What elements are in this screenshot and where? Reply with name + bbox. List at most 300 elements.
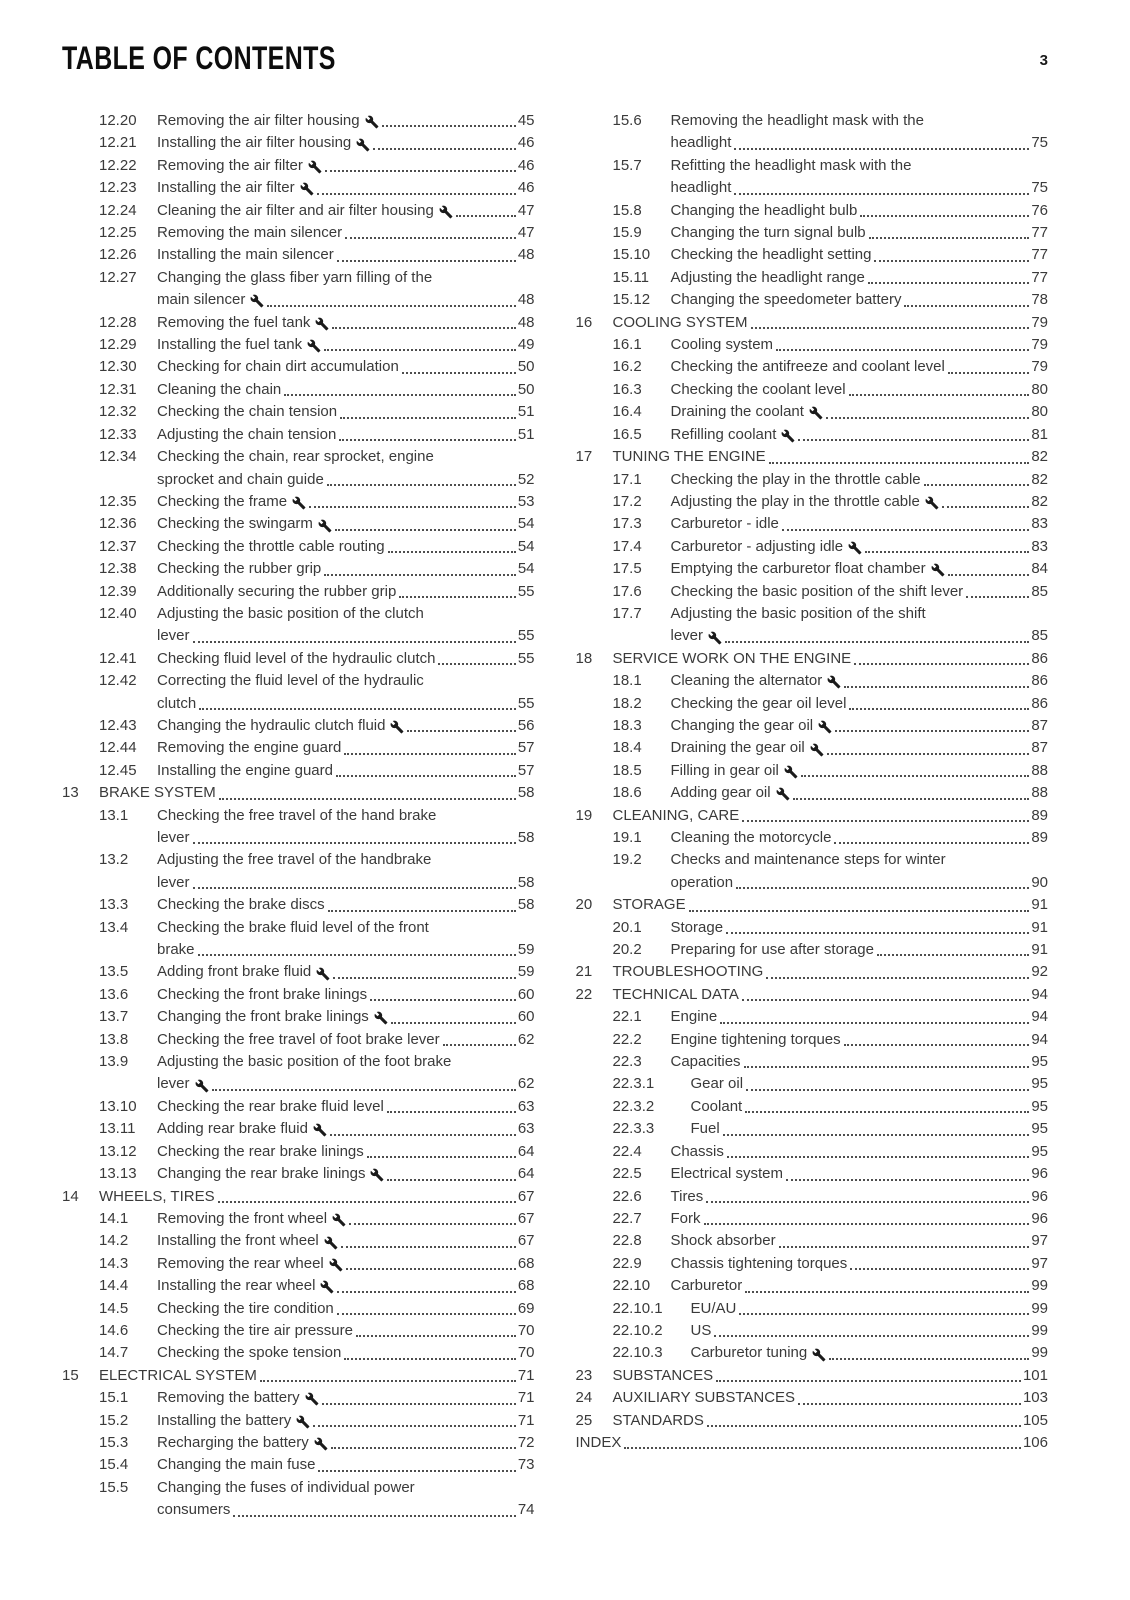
toc-entry-page: 62 (517, 1030, 535, 1048)
dotted-leader (367, 1156, 516, 1158)
toc-entry-number: 19.1 (612, 829, 642, 846)
toc-entry-title: Checking the basic position of the shift lever (670, 582, 964, 600)
toc-entry-title: Refitting the headlight mask with the (670, 156, 912, 174)
toc-entry-body (671, 581, 1049, 603)
toc-entry (62, 894, 535, 916)
dotted-leader (337, 1291, 515, 1293)
toc-entry-page: 95 (1031, 1075, 1048, 1093)
toc-entry-body (157, 1096, 535, 1118)
toc-entry-number: 22.6 (612, 1187, 642, 1205)
toc-entry-number: 13.4 (99, 918, 129, 936)
toc-entry-body (613, 894, 1049, 916)
toc-entry (62, 177, 535, 199)
toc-entry-number: 16.2 (612, 358, 642, 376)
toc-column-right (576, 110, 1049, 1522)
toc-entry-page: 99 (1031, 1344, 1048, 1362)
toc-entry-number: 13.2 (99, 851, 129, 869)
dotted-leader (776, 349, 1029, 351)
wrench-icon (313, 1123, 327, 1137)
toc-entry-lastline (157, 401, 535, 423)
dotted-leader (865, 551, 1029, 553)
toc-entry-title: Checking the chain tension (157, 403, 338, 421)
toc-entry-page: 51 (517, 403, 535, 421)
toc-entry-page: 48 (517, 291, 535, 309)
toc-entry-page: 86 (1031, 649, 1048, 667)
toc-entry-body (157, 670, 535, 715)
toc-entry (62, 984, 535, 1006)
wrench-icon (314, 1437, 328, 1451)
toc-entry-title: Checking the swingarm (157, 515, 313, 533)
toc-entry-title: Checking fluid level of the hydraulic clutch (157, 649, 436, 667)
toc-entry-title: headlight (670, 134, 732, 152)
dotted-leader (341, 1246, 516, 1248)
toc-entry-page: 94 (1031, 985, 1048, 1003)
toc-entry-page: 48 (517, 246, 535, 264)
dotted-leader (387, 1179, 515, 1181)
toc-entry-title: Draining the gear oil (670, 739, 805, 757)
toc-entry-page: 71 (517, 1366, 535, 1384)
toc-entry-lastline (99, 782, 535, 804)
dotted-leader (716, 1380, 1021, 1382)
toc-entry-page: 50 (517, 380, 535, 398)
toc-entry-body (157, 961, 535, 983)
toc-entry-lastline (157, 961, 535, 983)
toc-entry-lastline (671, 1006, 1049, 1028)
toc-entry-page: 63 (517, 1097, 535, 1115)
toc-entry-number: 22.8 (612, 1232, 642, 1250)
toc-entry-page: 70 (517, 1344, 535, 1362)
toc-entry-title: Changing the speedometer battery (670, 291, 902, 309)
toc-entry-page: 63 (517, 1120, 535, 1138)
toc-entry-number: 15.12 (612, 291, 651, 309)
toc-entry-title: Installing the main silencer (157, 246, 334, 264)
toc-entry-page: 71 (517, 1411, 535, 1429)
toc-entry-page: 59 (517, 941, 535, 959)
dotted-leader (745, 1111, 1029, 1113)
dotted-leader (438, 663, 515, 665)
toc-entry (576, 737, 1049, 759)
toc-entry-lastline (613, 648, 1049, 670)
toc-entry-title: Installing the engine guard (157, 761, 333, 779)
toc-entry-number: 22.4 (612, 1142, 642, 1160)
toc-entry (576, 1073, 1049, 1095)
toc-entry-title: Additionally securing the rubber grip (157, 582, 397, 600)
toc-entry-page: 94 (1031, 1030, 1048, 1048)
toc-entry (576, 1029, 1049, 1051)
toc-columns (62, 110, 1048, 1522)
toc-entry-lastline (671, 939, 1049, 961)
toc-entry-lastline (613, 805, 1049, 827)
wrench-icon (925, 496, 939, 510)
toc-entry-body (157, 603, 535, 648)
wrench-icon (356, 138, 370, 152)
toc-entry-body (157, 1454, 535, 1476)
toc-entry-title: Adjusting the basic position of the clutch (157, 604, 424, 622)
toc-entry-page: 45 (517, 112, 535, 129)
wrench-icon (365, 115, 379, 129)
toc-entry (576, 1387, 1049, 1409)
toc-entry-title: Checking the frame (157, 492, 288, 510)
toc-entry-page: 92 (1031, 963, 1048, 981)
dotted-leader (745, 1291, 1029, 1293)
toc-entry-lastline (671, 469, 1049, 491)
toc-entry-body (691, 1096, 1049, 1118)
toc-entry-body (671, 849, 1049, 894)
toc-entry-title: Carburetor - adjusting idle (670, 537, 844, 555)
wrench-icon (810, 743, 824, 757)
toc-entry-title: Refilling coolant (670, 425, 777, 443)
toc-entry-number: 17.1 (612, 470, 642, 488)
dotted-leader (860, 215, 1029, 217)
toc-entry-lastline (157, 155, 535, 177)
toc-entry (576, 782, 1049, 804)
dotted-leader (849, 708, 1029, 710)
toc-entry-title: Removing the rear wheel (157, 1254, 324, 1272)
toc-entry-title: US (690, 1321, 712, 1339)
dotted-leader (332, 327, 515, 329)
toc-entry-body (157, 1163, 535, 1185)
toc-entry-page: 99 (1031, 1321, 1048, 1339)
toc-entry-lastline (157, 132, 535, 154)
dotted-leader (736, 887, 1029, 889)
toc-entry-body (671, 782, 1049, 804)
toc-entry-page: 64 (517, 1142, 535, 1160)
toc-entry-page: 47 (517, 201, 535, 219)
toc-entry-body (671, 267, 1049, 289)
toc-entry-body (157, 760, 535, 782)
toc-entry-lastline (99, 1186, 535, 1208)
dotted-leader (734, 148, 1029, 150)
toc-entry-page: 55 (517, 694, 535, 712)
toc-entry-number: 19 (575, 806, 593, 824)
toc-entry (576, 1298, 1049, 1320)
toc-entry-number: 12.43 (99, 716, 137, 734)
toc-entry-number: 12.31 (99, 380, 137, 398)
dotted-leader (198, 954, 516, 956)
toc-entry-lastline (157, 760, 535, 782)
toc-entry (62, 782, 535, 804)
toc-entry-page: 46 (517, 179, 535, 197)
toc-entry-page: 55 (517, 649, 535, 667)
dotted-leader (391, 1022, 516, 1024)
toc-entry-title: operation (670, 873, 734, 891)
toc-entry-number: 12.42 (99, 672, 137, 690)
dotted-leader (739, 1313, 1029, 1315)
dotted-leader (344, 1358, 516, 1360)
toc-entry-lastline (157, 536, 535, 558)
toc-entry-title: Tires (670, 1187, 704, 1205)
toc-entry-title: Checking the brake fluid level of the front (157, 918, 429, 936)
toc-entry (576, 1141, 1049, 1163)
wrench-icon (370, 1168, 384, 1182)
toc-entry-body (671, 289, 1049, 311)
toc-entry-body (157, 155, 535, 177)
toc-entry-lastline (157, 491, 535, 513)
toc-entry-lastline (157, 1208, 535, 1230)
dotted-leader (826, 417, 1029, 419)
dotted-leader (346, 1268, 516, 1270)
toc-entry-number: 15.8 (612, 201, 642, 219)
toc-entry (576, 603, 1049, 648)
toc-entry-title: brake (157, 941, 195, 959)
toc-entry-title: Checking the rubber grip (157, 560, 322, 578)
toc-entry-lastline (157, 1096, 535, 1118)
dotted-leader (212, 1089, 516, 1091)
toc-entry (576, 894, 1049, 916)
toc-entry (62, 1387, 535, 1409)
toc-entry-number: 16 (575, 313, 593, 331)
toc-entry-lastline (613, 1387, 1049, 1409)
toc-entry-title: lever (157, 873, 190, 891)
dotted-leader (779, 1246, 1030, 1248)
dotted-leader (218, 1201, 516, 1203)
toc-entry-body (671, 670, 1049, 692)
toc-entry-number: 22.10.2 (612, 1321, 663, 1339)
toc-entry-page: 48 (517, 313, 535, 331)
toc-entry-number: 13.8 (99, 1030, 129, 1048)
toc-entry-lastline (157, 222, 535, 244)
toc-entry-lastline (157, 1230, 535, 1252)
toc-entry-number: 13.1 (99, 806, 129, 824)
wrench-icon (931, 563, 945, 577)
toc-entry-number: 15.2 (99, 1411, 129, 1429)
toc-entry-title: TECHNICAL DATA (612, 985, 739, 1003)
toc-entry-number: 21 (575, 963, 593, 981)
toc-entry-body (671, 1029, 1049, 1051)
toc-entry-page: 86 (1031, 672, 1048, 690)
toc-entry-number: 12.26 (99, 246, 137, 264)
toc-entry-title: Removing the air filter housing (157, 112, 360, 129)
toc-entry-title: BRAKE SYSTEM (99, 784, 216, 802)
dotted-leader (734, 193, 1029, 195)
toc-entry-page: 67 (517, 1209, 535, 1227)
toc-entry-body (671, 424, 1049, 446)
toc-entry-number: 12.25 (99, 224, 137, 242)
toc-entry-page: 70 (517, 1321, 535, 1339)
toc-entry-body (613, 648, 1049, 670)
toc-entry (576, 513, 1049, 535)
toc-entry-title: consumers (157, 1501, 231, 1519)
toc-entry-lastline (671, 581, 1049, 603)
toc-entry (62, 1029, 535, 1051)
toc-entry-body (671, 244, 1049, 266)
toc-entry-page: 51 (517, 425, 535, 443)
toc-entry (62, 1006, 535, 1028)
toc-entry-title: Adjusting the play in the throttle cable (670, 492, 920, 510)
toc-entry-page: 75 (1031, 179, 1048, 197)
toc-entry-lastline (157, 737, 535, 759)
page-title: TABLE OF CONTENTS (62, 40, 336, 76)
toc-entry-page: 58 (517, 829, 535, 846)
toc-entry-body (157, 1275, 535, 1297)
dotted-leader (335, 529, 516, 531)
toc-entry-title: Chassis tightening torques (670, 1254, 848, 1272)
toc-entry-body (157, 1298, 535, 1320)
toc-entry (576, 715, 1049, 737)
toc-entry-number: 15 (62, 1366, 79, 1384)
toc-entry-body (671, 693, 1049, 715)
toc-entry-body (157, 984, 535, 1006)
dotted-leader (835, 730, 1029, 732)
toc-entry-page: 82 (1031, 470, 1048, 488)
toc-entry (576, 1432, 1049, 1454)
dotted-leader (942, 506, 1029, 508)
toc-entry-body (157, 513, 535, 535)
toc-entry-lastline (157, 1253, 535, 1275)
toc-entry-number: 17.5 (612, 560, 642, 578)
toc-entry (62, 379, 535, 401)
toc-entry-page: 64 (517, 1165, 535, 1183)
toc-entry-lastline (671, 289, 1049, 311)
toc-entry-page: 58 (517, 896, 535, 914)
toc-entry-title: TUNING THE ENGINE (612, 448, 766, 466)
wrench-icon (305, 1392, 319, 1406)
toc-entry-title: TROUBLESHOOTING (612, 963, 764, 981)
toc-entry-number: 12.37 (99, 537, 137, 555)
dotted-leader (219, 798, 516, 800)
dotted-leader (337, 1313, 516, 1315)
toc-entry-page: 54 (517, 537, 535, 555)
toc-entry-lastline (691, 1096, 1049, 1118)
toc-entry (62, 1141, 535, 1163)
toc-entry (62, 1410, 535, 1432)
dotted-leader (793, 798, 1030, 800)
toc-entry-lastline (157, 200, 535, 222)
toc-entry (62, 1432, 535, 1454)
wrench-icon (390, 720, 404, 734)
dotted-leader (267, 305, 515, 307)
toc-entry-body (671, 356, 1049, 378)
toc-entry-lastline (671, 401, 1049, 423)
dotted-leader (317, 193, 516, 195)
dotted-leader (373, 148, 516, 150)
toc-entry-lastline (613, 1410, 1049, 1432)
toc-entry-page: 67 (517, 1187, 535, 1205)
wrench-icon (812, 1348, 826, 1362)
toc-entry-body (157, 536, 535, 558)
toc-entry-body (99, 782, 535, 804)
toc-entry-title: Checking the gear oil level (670, 694, 847, 712)
toc-entry-body (157, 805, 535, 850)
toc-entry-body (671, 1208, 1049, 1230)
toc-entry-page: 91 (1031, 941, 1048, 959)
toc-entry-title: Shock absorber (670, 1232, 776, 1250)
toc-entry-lastline (671, 827, 1049, 849)
toc-entry (62, 536, 535, 558)
toc-entry-lastline (671, 1253, 1049, 1275)
toc-entry-body (671, 1051, 1049, 1073)
toc-entry-page: 82 (1031, 492, 1048, 510)
toc-entry-number: 12.24 (99, 201, 137, 219)
toc-entry-body (157, 581, 535, 603)
wrench-icon (781, 429, 795, 443)
toc-entry-number: 22.3.2 (612, 1097, 655, 1115)
toc-entry (576, 1365, 1049, 1387)
toc-entry-page: 89 (1031, 806, 1048, 824)
toc-entry (576, 581, 1049, 603)
toc-entry-title: Cleaning the air filter and air filter housing (157, 201, 434, 219)
toc-entry-title: Adjusting the chain tension (157, 425, 337, 443)
toc-entry-page: 89 (1031, 829, 1048, 846)
toc-entry-page: 79 (1031, 313, 1048, 331)
toc-entry-title: Emptying the carburetor float chamber (670, 560, 926, 578)
toc-entry-body (157, 1410, 535, 1432)
toc-entry-page: 77 (1031, 224, 1048, 242)
toc-entry-number: 17.2 (612, 492, 642, 510)
dotted-leader (325, 170, 516, 172)
toc-column-left (62, 110, 535, 1522)
dotted-leader (726, 932, 1029, 934)
toc-entry-page: 77 (1031, 268, 1048, 286)
dotted-leader (328, 910, 516, 912)
toc-entry-lastline (157, 289, 535, 311)
wrench-icon (307, 339, 321, 353)
toc-entry-lastline (691, 1320, 1049, 1342)
toc-entry (576, 849, 1049, 894)
toc-entry-title: Gear oil (690, 1075, 744, 1093)
toc-entry-lastline (157, 1432, 535, 1454)
toc-entry-lastline (157, 469, 535, 491)
wrench-icon (848, 541, 862, 555)
toc-entry-number: 14.6 (99, 1321, 129, 1339)
toc-entry-body (671, 469, 1049, 491)
toc-entry-lastline (671, 625, 1049, 647)
toc-entry-page: 60 (517, 985, 535, 1003)
toc-entry (62, 1477, 535, 1522)
toc-entry-page: 54 (517, 560, 535, 578)
toc-entry-body (157, 177, 535, 199)
toc-entry-page: 94 (1031, 1008, 1048, 1026)
toc-entry-lastline (157, 110, 535, 132)
toc-entry-page: 47 (517, 224, 535, 242)
toc-entry-lastline (157, 894, 535, 916)
toc-entry (62, 1051, 535, 1096)
toc-entry-lastline (671, 356, 1049, 378)
toc-entry-lastline (671, 513, 1049, 535)
page-header (62, 40, 1048, 88)
toc-entry-number: 18 (575, 649, 593, 667)
toc-entry-body (691, 1320, 1049, 1342)
toc-entry-number: 14.7 (99, 1344, 129, 1362)
toc-entry (576, 469, 1049, 491)
toc-entry-page: 88 (1031, 761, 1048, 779)
toc-entry-title: Adding rear brake fluid (157, 1120, 308, 1138)
toc-entry (62, 715, 535, 737)
toc-entry-page: 80 (1031, 403, 1048, 421)
toc-entry-number: 15.11 (612, 268, 649, 286)
toc-entry-title: Adding gear oil (670, 784, 771, 802)
toc-entry-body (671, 1163, 1049, 1185)
toc-entry-body (157, 491, 535, 513)
toc-entry-title: Fork (670, 1209, 701, 1227)
dotted-leader (399, 596, 516, 598)
toc-entry-title: Carburetor (670, 1277, 743, 1295)
toc-entry (62, 513, 535, 535)
toc-entry (576, 1230, 1049, 1252)
toc-entry-lastline (671, 491, 1049, 513)
dotted-leader (387, 1111, 516, 1113)
toc-entry-title: main silencer (157, 291, 246, 309)
toc-entry-number: 23 (575, 1366, 593, 1384)
toc-entry (576, 379, 1049, 401)
toc-entry-lastline (691, 1342, 1049, 1364)
toc-entry-body (613, 805, 1049, 827)
toc-entry-body (613, 312, 1049, 334)
toc-entry-lastline (157, 827, 535, 849)
toc-entry-lastline (671, 1163, 1049, 1185)
toc-entry-page: 55 (517, 627, 535, 645)
toc-entry (576, 155, 1049, 200)
